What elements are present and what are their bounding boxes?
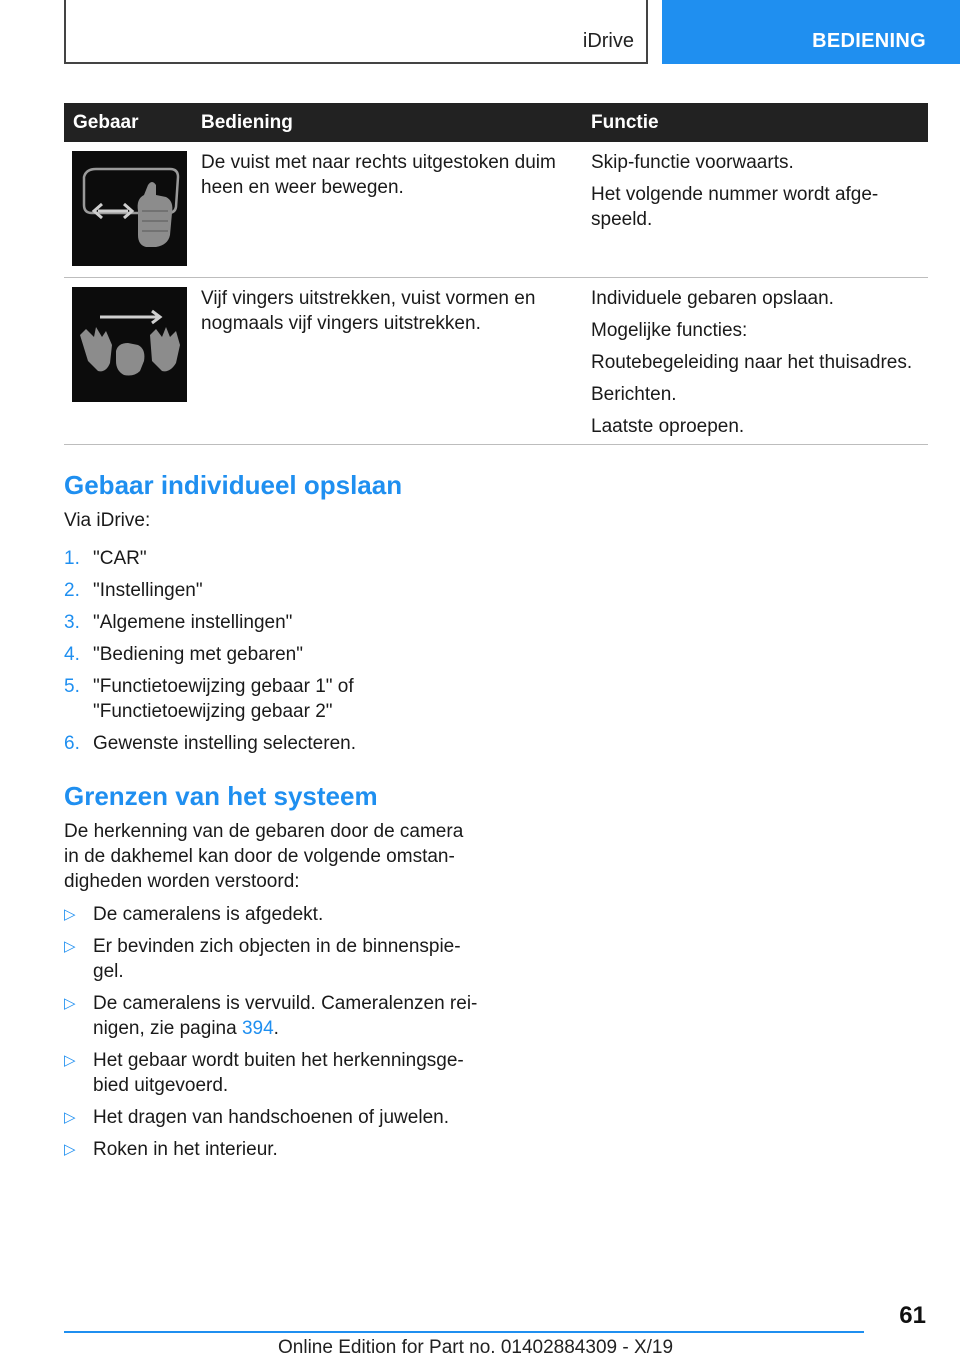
list-item — [64, 1048, 479, 1098]
header-chapter-tab — [662, 0, 960, 64]
step-text: "Bediening met gebaren" — [93, 644, 303, 665]
header-section-box — [64, 0, 648, 64]
step-text: Gewenste instelling selecteren. — [93, 733, 356, 754]
column-header-operation: Bediening — [201, 111, 293, 133]
triangle-bullet-icon: ▷ — [64, 1109, 76, 1126]
limits-list — [64, 902, 479, 1169]
section-intro: De herkenning van de gebaren door de camera in de dakhemel kan door de volgende omstan-digheden worden verstoord: — [64, 821, 464, 892]
function-line: Berichten. — [591, 384, 677, 405]
section-title-save-gesture: Gebaar individueel opslaan — [64, 470, 403, 500]
column-header-function: Functie — [591, 111, 659, 133]
function-line: Mogelijke functies: — [591, 320, 748, 341]
bullet-text: De cameralens is vervuild. Cameralenzen rei-nigen, zie pagina — [93, 993, 478, 1039]
page-link[interactable]: 394 — [241, 1018, 274, 1039]
bullet-text: De cameralens is afgedekt. — [93, 904, 324, 925]
list-item — [64, 991, 479, 1041]
page-number: 61 — [899, 1302, 926, 1329]
triangle-bullet-icon: ▷ — [64, 1052, 76, 1069]
gesture-table — [64, 103, 928, 445]
step-text: "Algemene instellingen" — [93, 612, 293, 633]
step-number: 1. — [64, 548, 80, 569]
bullet-text-end: . — [273, 1018, 279, 1039]
list-item — [64, 546, 484, 571]
list-item — [64, 642, 484, 667]
steps-list — [64, 546, 484, 763]
list-item — [64, 674, 393, 724]
function-line: Individuele gebaren opslaan. — [591, 288, 834, 309]
function-line: Laatste oproepen. — [591, 416, 745, 437]
gesture-cell — [64, 142, 201, 277]
triangle-bullet-icon: ▷ — [64, 906, 76, 923]
function-line: Het volgende nummer wordt afge-speeld. — [591, 184, 879, 230]
triangle-bullet-icon: ▷ — [64, 995, 76, 1012]
table-row — [64, 278, 928, 445]
table-row — [64, 142, 928, 278]
header-chapter-title: BEDIENING — [812, 30, 926, 52]
triangle-bullet-icon: ▷ — [64, 938, 76, 955]
footer-edition: Online Edition for Part no. 01402884309 - X/19 — [278, 1337, 674, 1358]
header-section-title: iDrive — [582, 30, 634, 52]
bullet-text: Roken in het interieur. — [93, 1139, 278, 1160]
list-item — [64, 934, 479, 984]
bullet-text: Er bevinden zich objecten in de binnenspie-gel. — [93, 936, 461, 982]
step-number: 6. — [64, 733, 80, 754]
list-item — [64, 902, 479, 927]
step-number: 3. — [64, 612, 80, 633]
function-line: Routebegeleiding naar het thuisadres. — [591, 352, 913, 373]
list-item — [64, 610, 484, 635]
step-number: 2. — [64, 580, 80, 601]
function-line: Skip-functie voorwaarts. — [591, 152, 794, 173]
step-text: "Functietoewijzing gebaar 1" of "Functietoewijzing gebaar 2" — [93, 676, 354, 722]
step-number: 4. — [64, 644, 80, 665]
function-cell — [591, 278, 928, 444]
section-intro: Via iDrive: — [64, 510, 151, 531]
triangle-bullet-icon: ▷ — [64, 1141, 76, 1158]
gesture-cell — [64, 278, 201, 444]
footer-divider — [64, 1331, 864, 1333]
step-text: "Instellingen" — [93, 580, 203, 601]
gesture-skip-icon — [72, 151, 187, 266]
operation-text: Vijf vingers uitstrekken, vuist vormen en nogmaals vijf vingers uitstrekken. — [201, 288, 536, 334]
operation-text: De vuist met naar rechts uitgestoken duim heen en weer bewegen. — [201, 152, 556, 198]
bullet-text: Het dragen van handschoenen of juwelen. — [93, 1107, 449, 1128]
function-cell — [591, 142, 928, 277]
gesture-save-icon — [72, 287, 187, 402]
section-title-system-limits: Grenzen van het systeem — [64, 781, 378, 811]
bullet-text: Het gebaar wordt buiten het herkenningsge-bied uitgevoerd. — [93, 1050, 464, 1096]
list-item — [64, 1137, 479, 1162]
list-item — [64, 1105, 479, 1130]
step-text: "CAR" — [93, 548, 147, 569]
list-item — [64, 578, 484, 603]
table-header — [64, 103, 928, 142]
list-item — [64, 731, 484, 756]
column-header-gesture: Gebaar — [73, 111, 139, 133]
step-number: 5. — [64, 676, 80, 697]
